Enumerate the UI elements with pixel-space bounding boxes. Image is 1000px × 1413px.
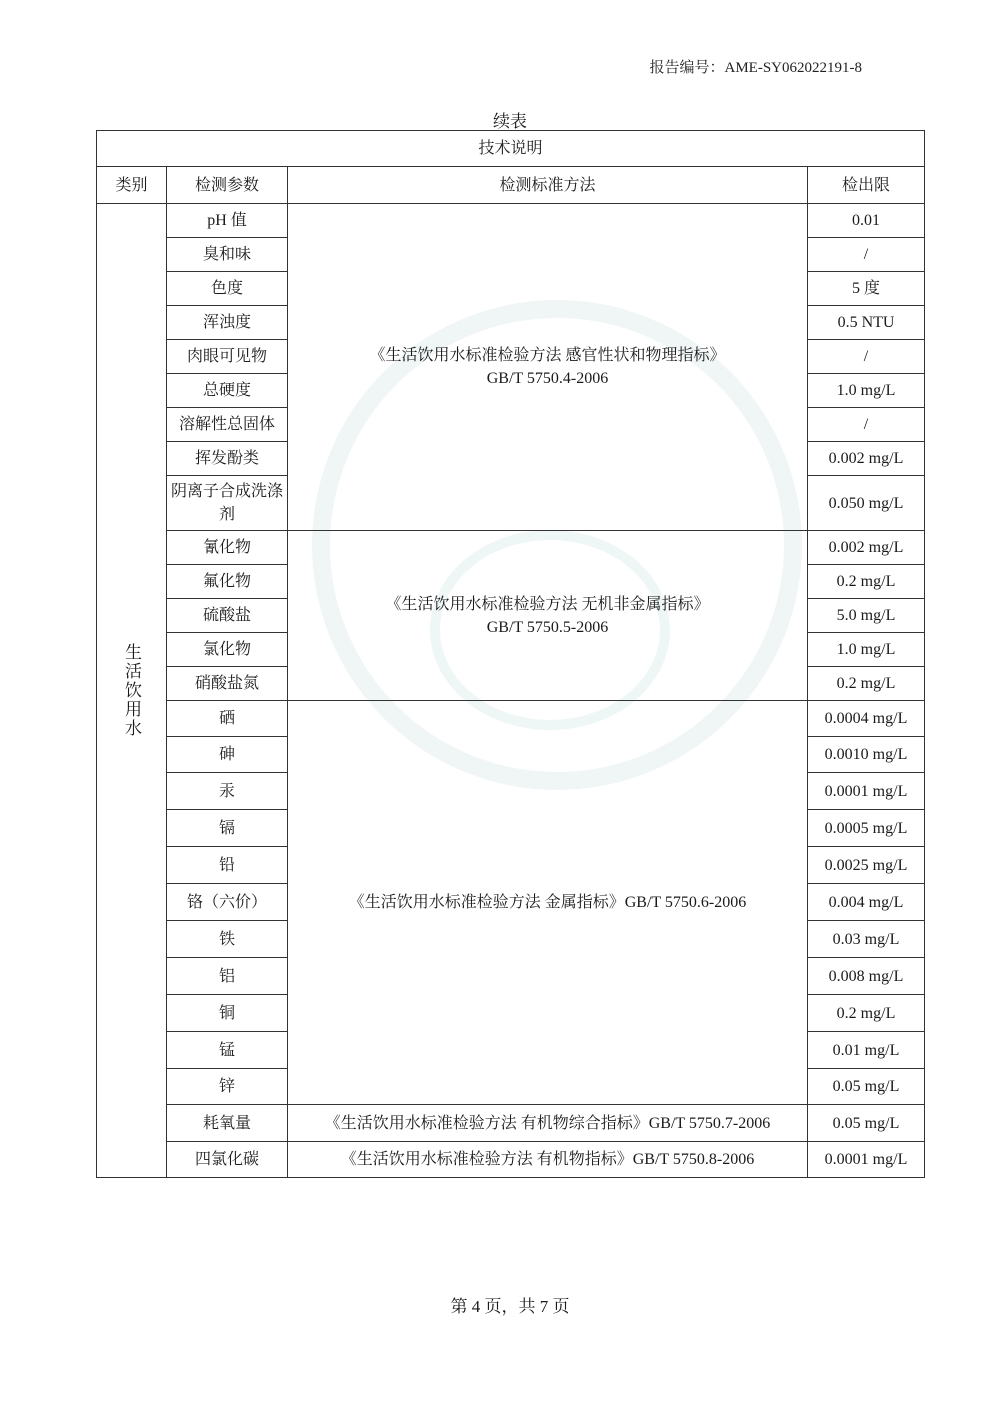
param-cell: 四氯化碳 — [167, 1142, 288, 1178]
column-header: 检测标准方法 — [288, 167, 808, 204]
technical-table — [96, 130, 925, 1178]
method-cell — [288, 204, 808, 531]
method-line: GB/T 5750.4-2006 — [486, 370, 609, 387]
limit-cell: / — [808, 340, 925, 374]
limit-cell: 0.0005 mg/L — [808, 810, 925, 847]
page-number: 第 4 页，共 7 页 — [450, 1297, 570, 1316]
limit-cell: 0.050 mg/L — [808, 476, 925, 531]
param-cell: 溶解性总固体 — [167, 408, 288, 442]
param-cell: 氰化物 — [167, 531, 288, 565]
param-cell: 铬（六价） — [167, 884, 288, 921]
limit-cell: 0.0004 mg/L — [808, 701, 925, 737]
method-cell: 《生活饮用水标准检验方法 有机物指标》GB/T 5750.8-2006 — [288, 1142, 808, 1178]
param-cell: 色度 — [167, 272, 288, 306]
column-header: 类别 — [97, 167, 167, 204]
header-row — [97, 167, 925, 204]
param-cell: 阴离子合成洗涤剂 — [167, 476, 288, 531]
limit-cell: 0.008 mg/L — [808, 958, 925, 995]
limit-cell: 0.05 mg/L — [808, 1069, 925, 1105]
limit-cell: 0.01 mg/L — [808, 1032, 925, 1069]
param-cell: 硝酸盐氮 — [167, 667, 288, 701]
param-cell: 总硬度 — [167, 374, 288, 408]
param-cell: 挥发酚类 — [167, 442, 288, 476]
limit-cell: 1.0 mg/L — [808, 633, 925, 667]
param-cell: 臭和味 — [167, 238, 288, 272]
param-cell: 氯化物 — [167, 633, 288, 667]
limit-cell: 0.01 — [808, 204, 925, 238]
limit-cell: 0.0001 mg/L — [808, 773, 925, 810]
method-line: GB/T 5750.5-2006 — [486, 618, 609, 636]
limit-cell: 1.0 mg/L — [808, 374, 925, 408]
limit-cell: 0.0010 mg/L — [808, 737, 925, 773]
limit-cell: 0.05 mg/L — [808, 1105, 925, 1142]
param-cell: 铁 — [167, 921, 288, 958]
limit-cell: / — [808, 408, 925, 442]
table-row — [97, 701, 925, 737]
table-title: 技术说明 — [97, 131, 925, 167]
table-title-row — [97, 131, 925, 167]
param-cell: 铜 — [167, 995, 288, 1032]
table-row — [97, 1105, 925, 1142]
method-line: 《生活饮用水标准检验方法 感官性状和物理指标》 — [369, 347, 726, 364]
method-cell — [288, 531, 808, 701]
param-cell: 硫酸盐 — [167, 599, 288, 633]
param-cell: 锰 — [167, 1032, 288, 1069]
param-cell: 铝 — [167, 958, 288, 995]
column-header: 检出限 — [808, 167, 925, 204]
param-cell: 氟化物 — [167, 565, 288, 599]
table-row — [97, 204, 925, 238]
limit-cell: 0.03 mg/L — [808, 921, 925, 958]
param-cell: 硒 — [167, 701, 288, 737]
limit-cell: / — [808, 238, 925, 272]
table-row — [97, 531, 925, 565]
limit-cell: 0.0001 mg/L — [808, 1142, 925, 1178]
param-cell: 耗氧量 — [167, 1105, 288, 1142]
param-cell: 浑浊度 — [167, 306, 288, 340]
column-header: 检测参数 — [167, 167, 288, 204]
param-cell: pH 值 — [167, 204, 288, 238]
category-cell: 生活饮用水 — [97, 204, 167, 1178]
param-cell: 汞 — [167, 773, 288, 810]
method-cell — [288, 701, 808, 1105]
table-row — [97, 1142, 925, 1178]
method-line: 《生活饮用水标准检验方法 金属指标》GB/T 5750.6-2006 — [348, 894, 747, 911]
param-cell: 锌 — [167, 1069, 288, 1105]
continued-label: 续表 — [493, 112, 527, 131]
limit-cell: 5 度 — [808, 272, 925, 306]
method-line: 《生活饮用水标准检验方法 无机非金属指标》 — [385, 595, 710, 613]
report-number: 报告编号：AME-SY062022191-8 — [649, 60, 862, 76]
limit-cell: 0.002 mg/L — [808, 531, 925, 565]
param-cell: 肉眼可见物 — [167, 340, 288, 374]
param-cell: 铅 — [167, 847, 288, 884]
limit-cell: 0.004 mg/L — [808, 884, 925, 921]
limit-cell: 0.2 mg/L — [808, 565, 925, 599]
param-cell: 镉 — [167, 810, 288, 847]
limit-cell: 0.2 mg/L — [808, 667, 925, 701]
limit-cell: 0.5 NTU — [808, 306, 925, 340]
limit-cell: 0.0025 mg/L — [808, 847, 925, 884]
param-cell: 砷 — [167, 737, 288, 773]
limit-cell: 0.2 mg/L — [808, 995, 925, 1032]
method-cell: 《生活饮用水标准检验方法 有机物综合指标》GB/T 5750.7-2006 — [288, 1105, 808, 1142]
limit-cell: 0.002 mg/L — [808, 442, 925, 476]
limit-cell: 5.0 mg/L — [808, 599, 925, 633]
